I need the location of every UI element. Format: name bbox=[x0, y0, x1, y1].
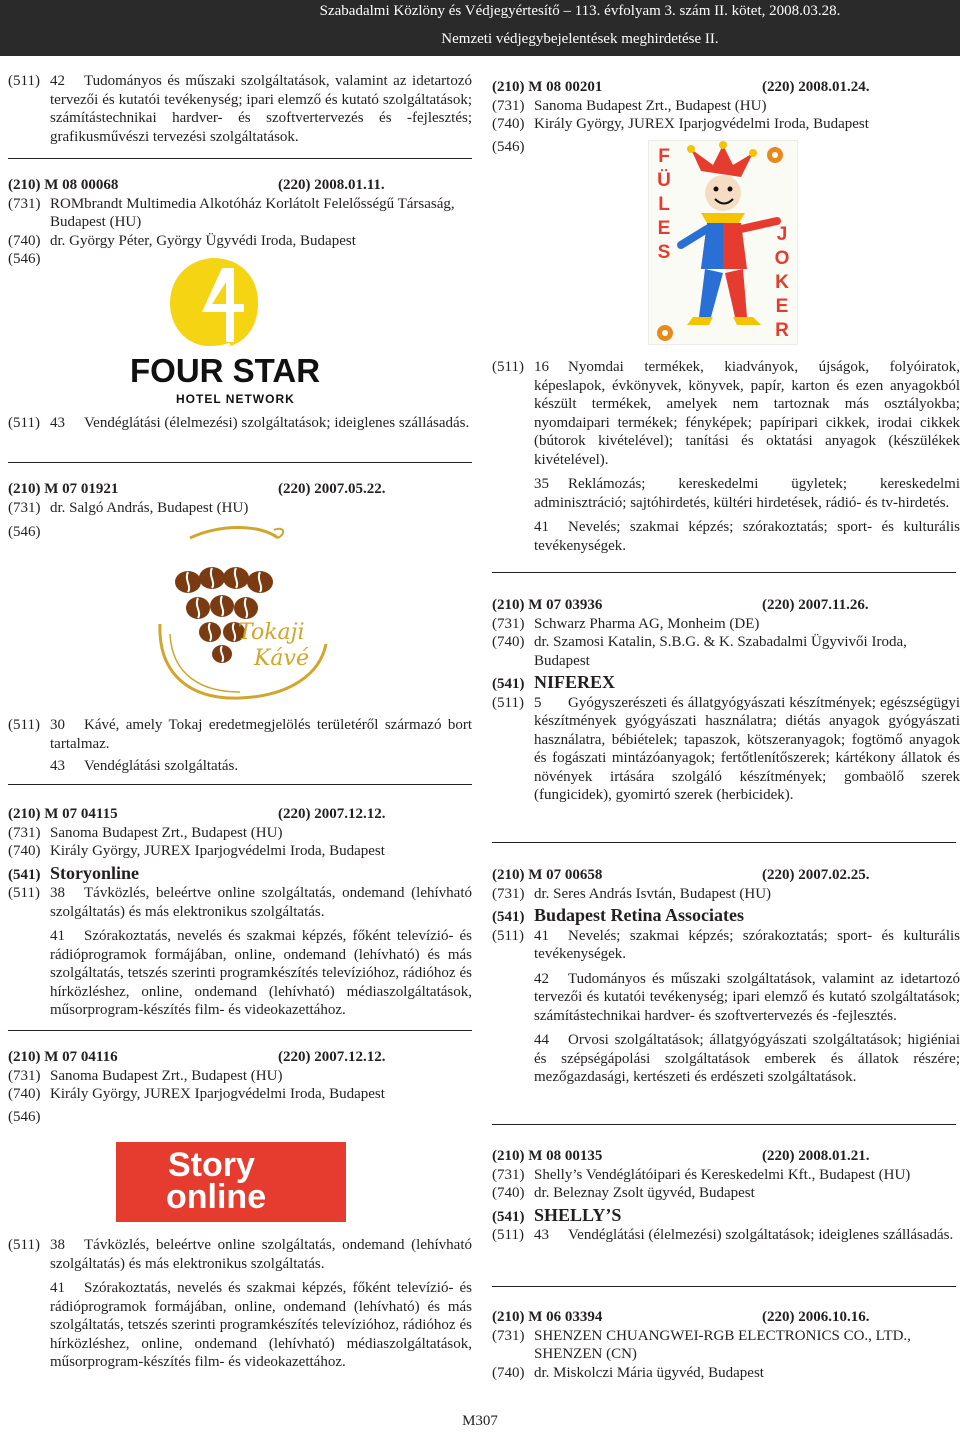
journal-header: Szabadalmi Közlöny és Védjegyértesítő – 113. évfolyam 3. szám II. kötet, 2008.03.28. bbox=[319, 3, 841, 19]
application-line: (210) M 08 00201 (220) 2008.01.24. bbox=[492, 79, 870, 95]
class-item: 35 Reklámozás; kereskedelmi ügyletek; kereskedelmi adminisztráció; sajtóhirdetés, kültéri hirdetések, rádió- és tv-hirdetés. bbox=[534, 476, 960, 511]
logo-wordmark: FOUR STAR bbox=[130, 352, 321, 389]
divider bbox=[492, 842, 956, 843]
entry-m0704115 bbox=[8, 805, 472, 1020]
applicant: (731) dr. Seres András Isvtán, Budapest (HU) bbox=[492, 885, 772, 902]
class-item: (511) 38 Távközlés, beleértve online szolgáltatás, ondemand (lehívható szolgáltatás) és más elektronikus szolgáltatás. bbox=[8, 885, 472, 920]
class-item: (511) 41 Nevelés; szakmai képzés; szórakoztatás; sport- és kulturális tevékenységek. bbox=[492, 927, 960, 962]
figurative-mark-label: (546) bbox=[8, 1108, 41, 1125]
representative: (740) Király György, JUREX Iparjogvédelmi Iroda, Budapest bbox=[492, 116, 869, 132]
section-header: Nemzeti védjegybejelentések meghirdetése II. bbox=[441, 31, 719, 47]
application-line: (210) M 07 04116 (220) 2007.12.12. bbox=[8, 1049, 386, 1065]
class-item: (511) 30 Kávé, amely Tokaj eredetmegjelölés területéről származó bort tartalmaz. bbox=[8, 717, 472, 752]
class-item: (511) 16 Nyomdai termékek, kiadványok, újságok, folyóiratok, képeslapok, évkönyvek, könyvek, papír, karton és ezen anyagokból készült termékek, amelyek nem tartoznak más osztályokba; nyomdaipari termékek; fényképek; papíripari cikkek, irodai cikkek (bútorok kivételével); tanítási és oktatási anyagok (készülékek kivételével). bbox=[492, 359, 960, 468]
applicant: (731) dr. Salgó András, Budapest (HU) bbox=[8, 499, 249, 516]
entry-m0800135 bbox=[492, 1147, 960, 1245]
divider bbox=[492, 572, 956, 573]
figurative-mark-label: (546) bbox=[492, 138, 525, 155]
storyonline-logo bbox=[116, 1142, 346, 1222]
representative: (740) dr. György Péter, György Ügyvédi Iroda, Budapest bbox=[8, 232, 356, 249]
application-line: (210) M 06 03394 (220) 2006.10.16. bbox=[492, 1309, 870, 1325]
entry-m0704116 bbox=[8, 1048, 472, 1126]
class-item: 42 Tudományos és műszaki szolgáltatások, valamint az idetartozó tervezői és kutatói tevékenység; ipari elemző és kutató szolgáltatások; számítástechnikai hardver- és szoftvertervezés és -fejlesztés. bbox=[534, 970, 960, 1024]
word-mark: (541) Budapest Retina Associates bbox=[492, 905, 745, 925]
class-item: (511) 42 Tudományos és műszaki szolgáltatások, valamint az idetartozó tervezői és kutatói tevékenység; ipari elemző és kutató szolgáltatások; számítástechnikai hardver- és szoftvertervezés és -fejlesztés; grafikusművészi tervezési szolgáltatások. bbox=[8, 73, 472, 145]
class-item: 41 Nevelés; szakmai képzés; szórakoztatás; sport- és kulturális tevékenységek. bbox=[534, 519, 960, 554]
card-letters-left: F Ü L E S bbox=[657, 146, 671, 263]
entry-m0800201-classes bbox=[492, 358, 960, 555]
divider bbox=[492, 1124, 956, 1125]
logo-word-tokaji: Tokaji bbox=[238, 620, 305, 645]
logo-word-story: Story bbox=[168, 1146, 255, 1184]
class-item: (511) 43 Vendéglátási (élelmezési) szolgáltatások; ideiglenes szállásadás. bbox=[8, 415, 470, 431]
representative: (740) dr. Beleznay Zsolt ügyvéd, Budapest bbox=[492, 1185, 755, 1201]
divider bbox=[8, 462, 472, 463]
entry-m0603394 bbox=[492, 1308, 960, 1382]
class-item: (511) 38 Távközlés, beleértve online szolgáltatás, ondemand (lehívható szolgáltatás) és más elektronikus szolgáltatás. bbox=[8, 1237, 472, 1272]
application-line: (210) M 07 04115 (220) 2007.12.12. bbox=[8, 806, 386, 822]
tokaji-kave-logo bbox=[150, 524, 330, 704]
representative: (740) Király György, JUREX Iparjogvédelmi Iroda, Budapest bbox=[8, 843, 385, 859]
applicant: (731) Sanoma Budapest Zrt., Budapest (HU) bbox=[8, 824, 283, 841]
divider bbox=[492, 1286, 956, 1287]
divider bbox=[8, 784, 472, 785]
applicant: (731) ROMbrandt Multimedia Alkotóház Korlátolt Felelősségű Társaság, Budapest (HU) bbox=[8, 195, 455, 230]
class-item: (511) 5 Gyógyszerészeti és állatgyógyászati készítmények; egészségügyi készítmények gyógyászati használatra; diétás anyagok gyógyászati használatra, bébiételek; tapaszok, kötszeranyagok; fogtömő anyagok és fogászati mintázóanyagok; fertőtlenítőszerek; kártékony állatok és növények irtására szolgáló készítmények; gombaölő szerek (fungicidek), gyomirtó szerek (herbicidek). bbox=[492, 694, 960, 803]
entry-m0701921-classes bbox=[8, 716, 472, 776]
representative: (740) dr. Miskolczi Mária ügyvéd, Budapest bbox=[492, 1364, 764, 1381]
word-mark: (541) SHELLY’S bbox=[492, 1204, 622, 1225]
representative: (740) dr. Szamosi Katalin, S.B.G. & K. Szabadalmi Ügyvivői Iroda, Budapest bbox=[492, 634, 907, 669]
class-item: 41 Szórakoztatás, nevelés és szakmai képzés, főként televízió- és rádióprogramok formájában, online, ondemand (lehívható) és más szolgáltatás, tetszés szerinti programkészítés televízióhoz, rádióhoz és hírközléshez, online, ondemand (lehívható) médiaszolgáltatások, műsorprogram-készítés film- és videokazettához. bbox=[50, 1280, 472, 1370]
entry-continued bbox=[8, 72, 472, 146]
class-item: 41 Szórakoztatás, nevelés és szakmai képzés, főként televízió- és rádióprogramok formájában, online, ondemand (lehívható) és más szolgáltatás, tetszés szerinti programkészítés televízióhoz, rádióhoz és hírközléshez, online, ondemand (lehívható) médiaszolgáltatások, műsorprogram-készítés film- és videokazettához. bbox=[50, 928, 472, 1018]
word-mark: (541) Storyonline bbox=[8, 862, 140, 883]
figurative-mark-label: (546) bbox=[8, 251, 41, 267]
applicant: (731) Sanoma Budapest Zrt., Budapest (HU) bbox=[492, 97, 767, 114]
application-line: (210) M 07 01921 (220) 2007.05.22. bbox=[8, 481, 386, 497]
joker-card-logo bbox=[648, 140, 798, 345]
applicant: (731) SHENZEN CHUANGWEI-RGB ELECTRONICS CO., LTD., SHENZEN (CN) bbox=[492, 1327, 911, 1362]
four-star-logo bbox=[130, 258, 340, 408]
applicant: (731) Schwarz Pharma AG, Monheim (DE) bbox=[492, 615, 760, 632]
divider bbox=[8, 1030, 472, 1031]
applicant: (731) Shelly’s Vendéglátóipari és Kereskedelmi Kft., Budapest (HU) bbox=[492, 1166, 911, 1183]
entry-m0703936 bbox=[492, 596, 960, 805]
entry-m0800068-classes bbox=[8, 414, 472, 433]
coffee-grape-icon bbox=[150, 524, 330, 704]
jester-figure-icon bbox=[649, 141, 799, 346]
page-number: M307 bbox=[462, 1413, 498, 1429]
header-band bbox=[0, 0, 960, 56]
class-item: 44 Orvosi szolgáltatások; állatgyógyászati szolgáltatások; higiéniai és szépségápolási szolgáltatások emberek és állatok részére; mezőgazdasági, kertészeti és erdészeti szolgáltatások. bbox=[534, 1032, 960, 1085]
application-line: (210) M 08 00068 (220) 2008.01.11. bbox=[8, 177, 385, 193]
application-line: (210) M 07 00658 (220) 2007.02.25. bbox=[492, 867, 870, 883]
application-line: (210) M 07 03936 (220) 2007.11.26. bbox=[492, 597, 869, 613]
divider bbox=[8, 158, 472, 159]
logo-subtitle: HOTEL NETWORK bbox=[176, 392, 295, 406]
class-item: (511) 43 Vendéglátási (élelmezési) szolgáltatások; ideiglenes szállásadás. bbox=[492, 1227, 954, 1243]
application-line: (210) M 08 00135 (220) 2008.01.21. bbox=[492, 1148, 870, 1164]
word-mark: (541) NIFEREX bbox=[492, 672, 616, 692]
card-letters-right: J O K E R bbox=[774, 224, 790, 341]
representative: (740) Király György, JUREX Iparjogvédelmi Iroda, Budapest bbox=[8, 1086, 385, 1102]
logo-word-online: online bbox=[166, 1178, 267, 1216]
figurative-mark-label: (546) bbox=[8, 524, 41, 540]
applicant: (731) Sanoma Budapest Zrt., Budapest (HU) bbox=[8, 1067, 283, 1084]
logo-word-kave: Kávé bbox=[254, 646, 309, 671]
entry-m0700658 bbox=[492, 866, 960, 1087]
entry-m0800068 bbox=[8, 176, 472, 269]
class-item: 43 Vendéglátási szolgáltatás. bbox=[50, 758, 239, 774]
entry-m0704116-classes bbox=[8, 1236, 472, 1372]
